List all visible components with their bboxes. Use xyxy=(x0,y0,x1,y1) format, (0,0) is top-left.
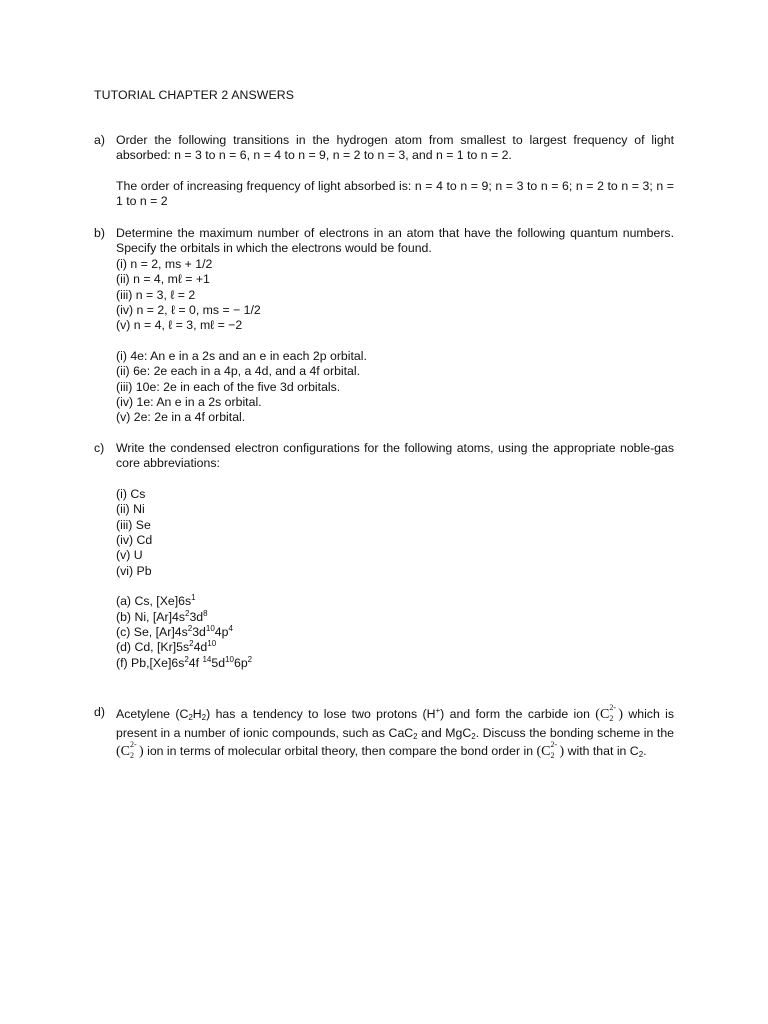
answer-item: (d) Cd, $[Kr]5s^24d^{10}$ xyxy=(116,639,217,655)
section-label: d) xyxy=(94,705,105,719)
question-text: Acetylene $(C_2H_2)$ has a tendency to lose two protons (H+) and form the carbide ion (C 2- 2 ) which is present in a number of ionic compounds, such as CaC$_2$ and MgC$_2$. Discuss the bonding scheme in the (C 2- 2 ) ion in terms of molecular orbital theory, then compare the bond order in (C 2- 2 ) with that in $C_2$. xyxy=(116,703,675,760)
list-item: (vi) Pb xyxy=(116,563,152,578)
question-text: Order the following transitions in the hydrogen atom from smallest to largest frequency of light absorbed: n = 3 to n = 6, n = 4 to n = 9, n = 2 to n = 3, and n = 1 to n = 2. xyxy=(116,133,674,163)
configuration-answers xyxy=(116,594,674,671)
answer-item: (c) Se, $[Ar]4s^23d^{10}4p^4$ xyxy=(116,624,233,640)
section-d xyxy=(94,705,674,761)
answer-item: (iv) 1e: An e in a 2s orbital. xyxy=(116,395,262,410)
list-item: (i) n = 2, ms + 1/2 xyxy=(116,256,213,271)
page-title: TUTORIAL CHAPTER 2 ANSWERS xyxy=(94,88,295,102)
list-item: (i) Cs xyxy=(116,486,146,501)
list-item: (iii) Se xyxy=(116,517,151,532)
list-item: (iv) n = 2, ℓ = 0, ms = − 1/2 xyxy=(116,303,261,318)
section-label: a) xyxy=(94,133,105,147)
list-item: (ii) n = 4, mℓ = +1 xyxy=(116,272,210,287)
question-text: Determine the maximum number of electrons in an atom that have the following quantum numbers. Specify the orbitals in which the electrons would be found. xyxy=(116,226,674,256)
answer-item: (f) $Pb,[Xe]6s^24f$ $^{14}5d^{10}6p^2$ xyxy=(116,654,253,670)
answer-item: (ii) 6e: 2e each in a 4p, a 4d, and a 4f orbital. xyxy=(116,364,361,379)
answer-item: (b) Ni, $[Ar]4s^23d^8$ xyxy=(116,608,208,624)
question-text: Write the condensed electron configurations for the following atoms, using the appropriate noble-gas core abbreviations: xyxy=(116,441,674,471)
list-item: (ii) Ni xyxy=(116,502,145,517)
list-item: (v) U xyxy=(116,548,143,563)
list-item: (v) n = 4, ℓ = 3, mℓ = −2 xyxy=(116,318,243,333)
section-label: c) xyxy=(94,441,105,455)
section-b xyxy=(94,226,674,426)
answer-text: The order of increasing frequency of light absorbed is: n = 4 to n = 9; n = 3 to n = 6; n = 2 to n = 3; n = 1 to n = 2 xyxy=(116,178,674,209)
section-label: b) xyxy=(94,226,105,240)
answer-item: (iii) 10e: 2e in each of the five 3d orbitals. xyxy=(116,379,341,394)
section-a xyxy=(94,133,674,210)
answer-item: (v) 2e: 2e in a 4f orbital. xyxy=(116,410,246,425)
answer-item: (a) Cs, $[Xe]6s^1$ xyxy=(116,593,196,609)
answer-item: (i) 4e: An e in a 2s and an e in each 2p orbital. xyxy=(116,348,367,363)
carbide-ion-formula: (C 2- 2 ) xyxy=(595,703,623,723)
carbide-ion-formula: (C 2- 2 ) xyxy=(536,740,565,760)
list-item: (iv) Cd xyxy=(116,533,153,548)
list-item: (iii) n = 3, ℓ = 2 xyxy=(116,287,196,302)
carbide-ion-formula: (C 2- 2 ) xyxy=(116,740,144,760)
section-c xyxy=(94,441,674,671)
